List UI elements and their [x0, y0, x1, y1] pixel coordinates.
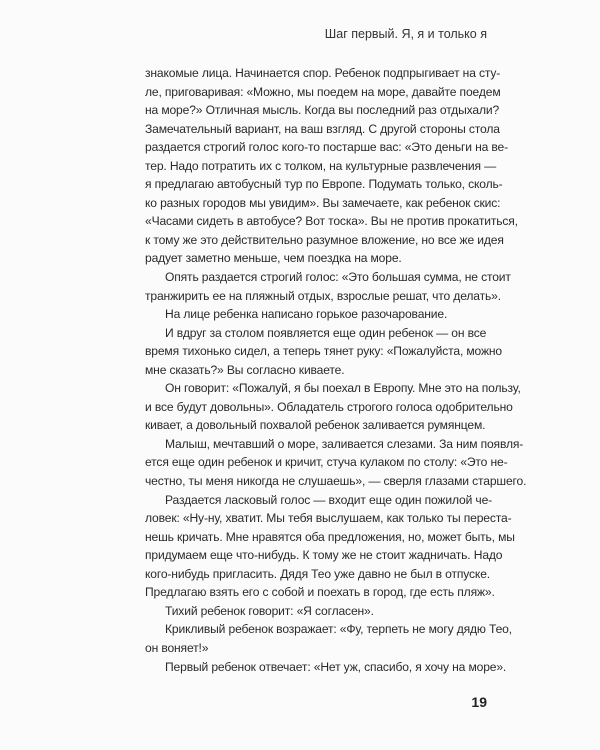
text-line: время тихонько сидел, а теперь тянет руку: «Пожалуйста, можно [145, 344, 503, 359]
text-line: честно, ты меня никогда не слушаешь», — сверля глазами старшего. [145, 474, 527, 489]
text-line: Крикливый ребенок возражает: «Фу, терпеть не могу дядю Тео, [165, 622, 512, 637]
running-header: Шаг первый. Я, я и только я [324, 27, 487, 41]
text-line: к тому же это действительно разумное вложение, но все же идея [145, 232, 504, 247]
text-line: Он говорит: «Пожалуй, я бы поехал в Европу. Мне это на пользу, [165, 381, 521, 396]
text-line: раздается строгий голос кого-то постарше вас: «Это деньги на ве- [145, 140, 509, 155]
text-line: транжирить ее на пляжный отдых, взрослые решат, что делать». [145, 288, 501, 303]
text-line: Малыш, мечтавший о море, заливается слезами. За ним появля- [165, 436, 524, 451]
text-line: мне сказать?» Вы согласно киваете. [145, 362, 345, 377]
text-line: кого-нибудь пригласить. Дядя Тео уже давно не был в отпуске. [145, 566, 490, 581]
text-line: он воняет!» [145, 640, 209, 655]
text-line: «Часами сидеть в автобусе? Вот тоска». Вы не против прокатиться, [145, 214, 518, 229]
text-line: и все будут довольны». Обладатель строгого голоса одобрительно [145, 399, 513, 414]
body-text [145, 64, 527, 676]
text-line: ко разных городов мы увидим». Вы замечаете, как ребенок скис: [145, 195, 501, 210]
text-line: И вдруг за столом появляется еще один ребенок — он все [165, 325, 487, 340]
text-line: Первый ребенок отвечает: «Нет уж, спасибо, я хочу на море». [165, 659, 507, 674]
text-line: ловек: «Ну-ну, хватит. Мы тебя выслушаем, как только ты переста- [145, 511, 512, 526]
text-line: На лице ребенка написано горькое разочарование. [165, 307, 448, 322]
text-line: Предлагаю взять его с собой и поехать в город, где есть пляж». [145, 585, 495, 600]
page-number: 19 [471, 694, 487, 710]
text-line: придумаем еще что-нибудь. К тому же не стоит жадничать. Надо [145, 548, 503, 563]
text-line: Раздается ласковый голос — входит еще один пожилой че- [165, 492, 493, 507]
text-line: Тихий ребенок говорит: «Я согласен». [165, 603, 374, 618]
text-line: ется еще один ребенок и кричит, стуча кулаком по столу: «Это не- [145, 455, 508, 470]
text-line: на море?» Отличная мысль. Когда вы последний раз отдыхали? [145, 103, 500, 118]
text-line: кивает, а довольный похвалой ребенок заливается румянцем. [145, 418, 486, 433]
text-line: Замечательный вариант, на ваш взгляд. С другой стороны стола [145, 121, 500, 136]
text-line: я предлагаю автобусный тур по Европе. Подумать только, сколь- [145, 177, 503, 192]
text-line: Опять раздается строгий голос: «Это большая сумма, не стоит [165, 270, 511, 285]
text-line: ле, приговаривая: «Можно, мы поедем на море, давайте поедем [145, 84, 501, 99]
text-line: нешь кричать. Мне нравятся оба предложения, но, может быть, мы [145, 529, 515, 544]
text-line: радует заметно меньше, чем поездка на море. [145, 251, 402, 266]
text-line: знакомые лица. Начинается спор. Ребенок подпрыгивает на сту- [145, 66, 501, 80]
text-line: тер. Надо потратить их с толком, на культурные развлечения — [145, 158, 497, 173]
